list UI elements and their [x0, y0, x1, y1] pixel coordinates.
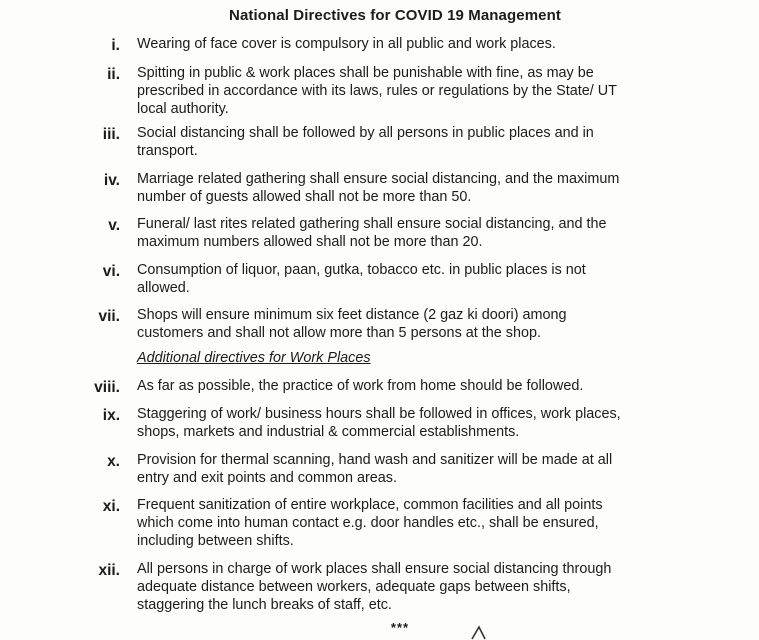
item-text	[137, 306, 671, 342]
item-line: Provision for thermal scanning, hand wash and sanitizer will be made at all	[137, 452, 613, 468]
item-line: which come into human contact e.g. door handles etc., shall be ensured,	[137, 515, 599, 531]
item-number: i.	[111, 37, 120, 54]
item-line: Frequent sanitization of entire workplace, common facilities and all points	[137, 497, 603, 513]
item-text	[137, 451, 671, 487]
item-line: adequate distance between workers, adequate gaps between shifts,	[137, 579, 571, 595]
item-line: including between shifts.	[137, 533, 294, 549]
item-line: All persons in charge of work places shall ensure social distancing through	[137, 561, 612, 577]
item-text	[137, 405, 671, 441]
item-line: transport.	[137, 143, 198, 159]
item-number: vii.	[98, 308, 120, 325]
item-text	[137, 64, 671, 118]
item-text	[137, 560, 671, 614]
item-line: Staggering of work/ business hours shall be followed in offices, work places,	[137, 406, 621, 422]
item-text	[137, 124, 671, 160]
item-text	[137, 170, 671, 206]
item-number: ii.	[107, 66, 120, 83]
item-text	[137, 261, 671, 297]
item-text	[137, 496, 671, 550]
item-line: prescribed in accordance with its laws, rules or regulations by the State/ UT	[137, 83, 617, 99]
end-mark: ***	[390, 620, 410, 635]
item-line: number of guests allowed shall not be more than 50.	[137, 189, 472, 205]
item-line: maximum numbers allowed shall not be more than 20.	[137, 234, 483, 250]
work-places-subheading: Additional directives for Work Places	[137, 350, 371, 366]
item-line: local authority.	[137, 101, 229, 117]
item-number: x.	[107, 453, 120, 470]
handwritten-mark-icon	[470, 624, 488, 640]
item-line: Consumption of liquor, paan, gutka, tobacco etc. in public places is not	[137, 262, 586, 278]
item-number: vi.	[102, 263, 120, 280]
item-line: Social distancing shall be followed by all persons in public places and in	[137, 125, 594, 141]
item-line: shops, markets and industrial & commercial establishments.	[137, 424, 520, 440]
item-text	[137, 377, 671, 395]
item-text	[137, 35, 671, 53]
item-line: As far as possible, the practice of work from home should be followed.	[137, 378, 584, 394]
item-line: Marriage related gathering shall ensure social distancing, and the maximum	[137, 171, 620, 187]
item-line: Spitting in public & work places shall be punishable with fine, as may be	[137, 65, 594, 81]
item-number: iii.	[102, 126, 120, 143]
item-number: xi.	[102, 498, 120, 515]
item-number: xii.	[98, 562, 120, 579]
item-number: iv.	[103, 172, 120, 189]
item-text	[137, 215, 671, 251]
item-line: Funeral/ last rites related gathering shall ensure social distancing, and the	[137, 216, 607, 232]
item-line: staggering the lunch breaks of staff, etc.	[137, 597, 392, 613]
item-line: Wearing of face cover is compulsory in all public and work places.	[137, 36, 556, 52]
item-line: Shops will ensure minimum six feet distance (2 gaz ki doori) among	[137, 307, 567, 323]
item-line: entry and exit points and common areas.	[137, 470, 397, 486]
item-number: viii.	[94, 379, 120, 396]
item-number: ix.	[102, 407, 120, 424]
item-line: customers and shall not allow more than 5 persons at the shop.	[137, 325, 541, 341]
item-line: allowed.	[137, 280, 190, 296]
document-title: National Directives for COVID 19 Management	[229, 7, 561, 24]
item-number: v.	[108, 217, 120, 234]
